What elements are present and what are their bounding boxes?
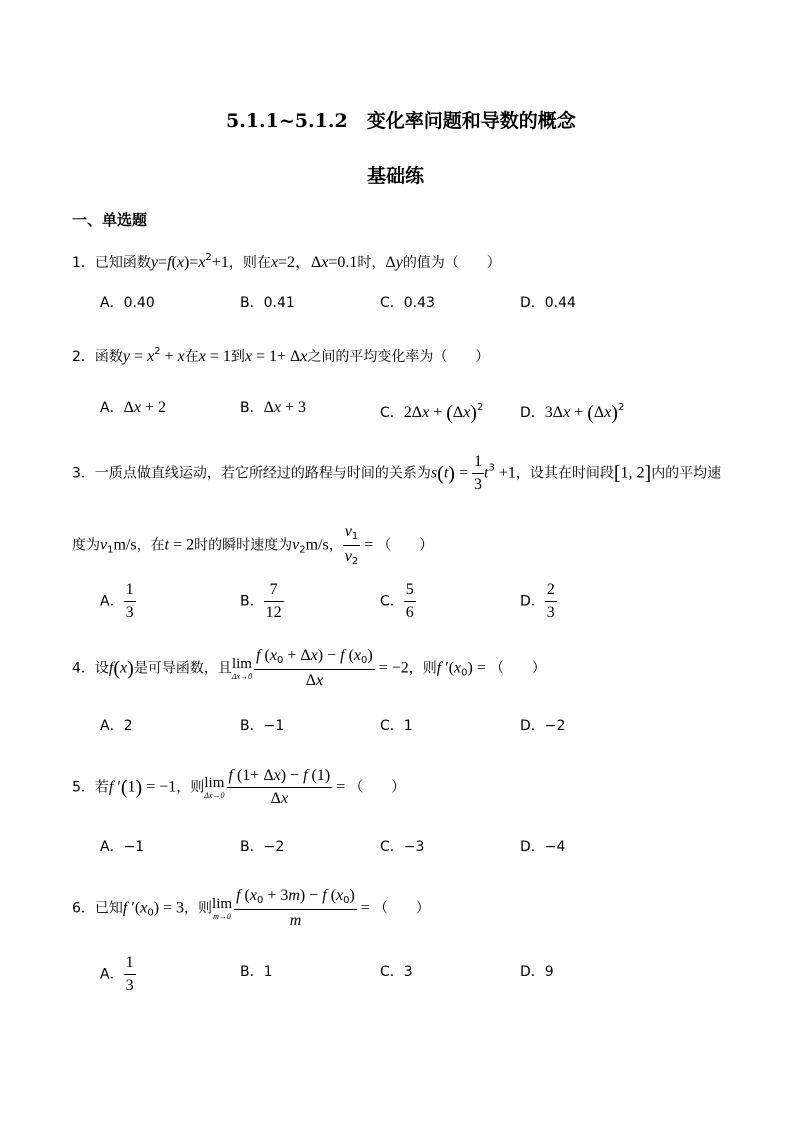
question-text: 的值为（ ）	[402, 255, 501, 271]
question-number: 5．	[72, 779, 95, 796]
question-text: ，则	[184, 900, 213, 917]
option-d[interactable]: D．−2	[520, 718, 566, 734]
question-1: 1．已知函数$y=f(x)=x^2+1$，则在x=2，Δx=0.1时，Δy的值为（ ）	[72, 252, 501, 271]
question-4: 4．设f(x)是可导函数，且 lim Δx→0 $\frac{f (x_0 + \Delta x) - f (x_0)}{\Delta x}$ = −2，则f $'(x_0)$ = （ ）	[72, 647, 546, 689]
question-text: 函数	[94, 349, 123, 365]
question-number: 3．	[72, 465, 95, 482]
question-text: ，则在	[228, 255, 271, 271]
page-title: 5.1.1~5.1.2 变化率问题和导数的概念	[226, 110, 576, 132]
question-number: 2．	[72, 349, 95, 365]
option-b[interactable]: B．−1	[240, 718, 285, 734]
option-a[interactable]: A．−1	[100, 839, 145, 855]
question-text: 度为	[72, 537, 100, 554]
option-b[interactable]: B． $\frac{7}{12}$	[240, 581, 282, 621]
question-text: （ ）	[373, 900, 430, 917]
option-b[interactable]: B．1	[240, 964, 273, 980]
question-5: 5．若f ′(1) = −1，则 lim Δx→0 $\frac{f (1+ \Delta x) - f (1)}{\Delta x}$ = （ ）	[72, 767, 406, 807]
section-heading: 一、单选题	[72, 211, 148, 229]
question-text: 若	[94, 779, 109, 796]
question-text: （ ）	[489, 660, 546, 677]
question-text: 时的瞬时速度为	[194, 537, 293, 554]
question-text: 在	[184, 349, 199, 365]
option-b[interactable]: B．−2	[240, 839, 285, 855]
question-text: 一质点做直线运动，若它所经过的路程与时间的关系为	[94, 465, 431, 482]
option-c[interactable]: C．0.43	[380, 295, 435, 311]
question-number: 4．	[72, 660, 95, 677]
question-text: 已知	[94, 900, 123, 917]
question-text: ，	[328, 537, 343, 554]
page-subtitle: 基础练	[367, 165, 425, 187]
question-text: 已知函数	[94, 255, 151, 271]
question-text: 到	[230, 349, 245, 365]
question-text: （ ）	[349, 779, 406, 796]
question-text: 设	[94, 660, 109, 677]
question-3: 3．一质点做直线运动，若它所经过的路程与时间的关系为s(t) = $\frac{1}{3}$ $t^3 +1$，设其在时间段[1, 2]内的平均速	[72, 453, 722, 493]
formula: y	[150, 254, 159, 271]
question-3-continued: 度为$v_1m/s$，在t = 2时的瞬时速度为$v_2m/s$， $\frac{v_1}{v_2}$ = （ ）	[72, 523, 434, 567]
option-c[interactable]: C．3	[380, 964, 413, 980]
option-c[interactable]: C．1	[380, 718, 413, 734]
question-number: 1．	[72, 255, 95, 271]
question-2: 2．函数$y = x^2 + x$在x = 1到x = 1+ Δx之间的平均变化率为（ ）	[72, 346, 490, 365]
question-text: ，在	[136, 537, 165, 554]
question-number: 6．	[72, 900, 95, 917]
question-text: ，则	[408, 660, 437, 677]
question-text: 内的平均速	[651, 465, 722, 482]
option-a[interactable]: A． $\frac{1}{3}$	[100, 954, 134, 994]
question-text: ，则	[176, 779, 205, 796]
question-text: 之间的平均变化率为（ ）	[307, 349, 490, 365]
option-c[interactable]: C．$2\Delta x + (\Delta x)^2$	[380, 402, 484, 424]
option-b[interactable]: B．Δx + 3	[240, 399, 307, 416]
option-a[interactable]: A． $\frac{1}{3}$	[100, 581, 134, 621]
option-a[interactable]: A．Δx + 2	[100, 399, 167, 416]
option-c[interactable]: C．−3	[380, 839, 425, 855]
question-text: 时，	[357, 255, 386, 271]
question-text: 是可导函数，且	[133, 660, 232, 677]
option-b[interactable]: B．0.41	[240, 295, 295, 311]
option-d[interactable]: D．$3\Delta x + (\Delta x)^2$	[520, 402, 625, 424]
option-c[interactable]: C． $\frac{5}{6}$	[380, 581, 414, 621]
question-6: 6．已知f $'(x_0) = 3$，则 lim m→0 $\frac{f (x_0 + 3m) - f (x_0)}{m}$ = （ ）	[72, 887, 430, 929]
option-d[interactable]: D．0.44	[520, 295, 576, 311]
option-a[interactable]: A．2	[100, 718, 133, 734]
question-text: ，设其在时间段	[515, 465, 614, 482]
question-text: （ ）	[377, 537, 434, 554]
option-d[interactable]: D．−4	[520, 839, 566, 855]
option-a[interactable]: A．0.40	[100, 295, 155, 311]
option-d[interactable]: D．9	[520, 964, 554, 980]
option-d[interactable]: D． $\frac{2}{3}$	[520, 581, 555, 621]
